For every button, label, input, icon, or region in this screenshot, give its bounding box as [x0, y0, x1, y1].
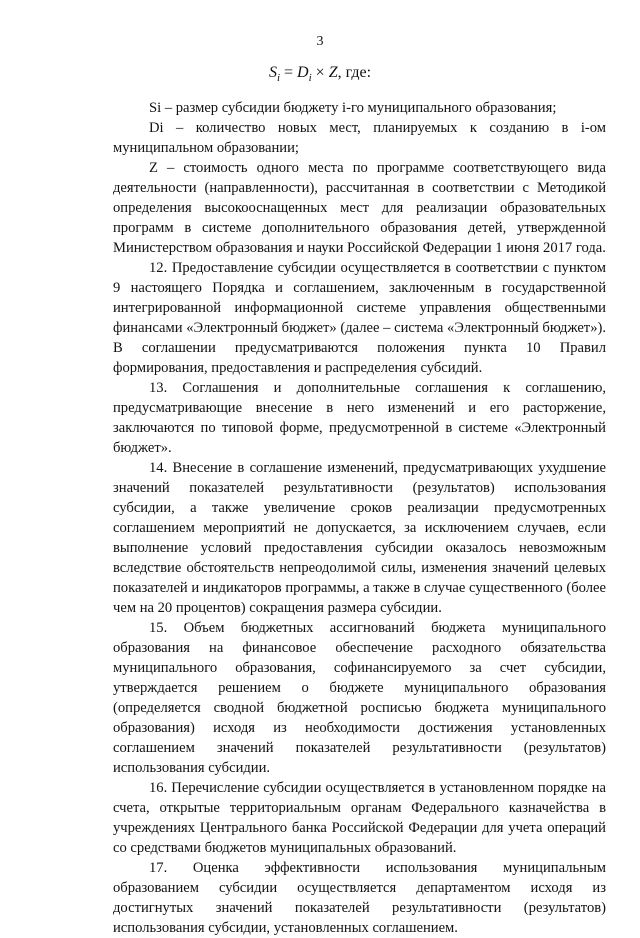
formula-suffix: , где:	[337, 64, 372, 81]
document-body	[113, 98, 606, 938]
page-number: 3	[316, 34, 324, 49]
formula-equals: =	[280, 64, 298, 81]
clause-12: 12. Предоставление субсидии осуществляется в соответствии с пунктом 9 настоящего Порядка и соглашением, заключенным в государственной интегрированной информационной системе управления общественными финансами «Электронный бюджет» (далее – система «Электронный бюджет»). В соглашении предусматриваются положения пункта 10 Правил формирования, предоставления и распределения субсидий.	[113, 260, 606, 376]
formula-d-index: i	[308, 72, 312, 85]
clause-13: 13. Соглашения и дополнительные соглашения к соглашению, предусматривающие внесение в него изменений и его расторжение, заключаются по типовой форме, предусмотренной в системе «Электронный бюджет».	[113, 380, 606, 456]
formula-s: S	[268, 64, 277, 81]
definition-si: Si – размер субсидии бюджету i-го муниципального образования;	[149, 100, 557, 116]
formula-s-index: i	[276, 72, 280, 85]
formula-d: D	[297, 64, 309, 81]
formula-times: ×	[311, 64, 329, 81]
clause-15: 15. Объем бюджетных ассигнований бюджета муниципального образования на финансовое обеспечение расходного обязательства муниципального образования, софинансируемого за счет субсидии, утверждается решением о бюджете муниципального образования (определяется сводной бюджетной росписью бюджета муниципального образования) исходя из необходимости достижения установленных соглашением значений показателей результативности (результатов) использования субсидии.	[113, 620, 606, 776]
clause-14: 14. Внесение в соглашение изменений, предусматривающих ухудшение значений показателей результативности (результатов) использования субсидии, а также увеличение сроков реализации предусмотренных соглашением мероприятий не допускается, за исключением случаев, если выполнение условий предоставления субсидии оказалось невозможным вследствие обстоятельств непреодолимой силы, изменения значений целевых показателей и индикаторов программы, а также в случае существенного (более чем на 20 процентов) сокращения размера субсидии.	[113, 460, 606, 616]
definition-di: Di – количество новых мест, планируемых к созданию в i-ом муниципальном образовании;	[113, 120, 606, 156]
subsidy-formula	[0, 64, 640, 84]
definition-z: Z – стоимость одного места по программе соответствующего вида деятельности (направленности), рассчитанная в соответствии с Методикой определения высокооснащенных мест для реализации образовательных программ в системе дополнительного образования детей, утвержденной Министерством образования и науки Российской Федерации 1 июня 2017 года.	[113, 160, 606, 256]
formula-z: Z	[328, 64, 338, 81]
clause-17: 17. Оценка эффективности использования муниципальным образованием субсидии осуществляется департаментом исходя из достигнутых значений показателей результативности (результатов) использования субсидии, установленных соглашением.	[113, 860, 606, 936]
clause-16: 16. Перечисление субсидии осуществляется в установленном порядке на счета, открытые территориальным органам Федерального казначейства в учреждениях Центрального банка Российской Федерации для учета операций со средствами бюджетов муниципальных образований.	[113, 780, 606, 856]
